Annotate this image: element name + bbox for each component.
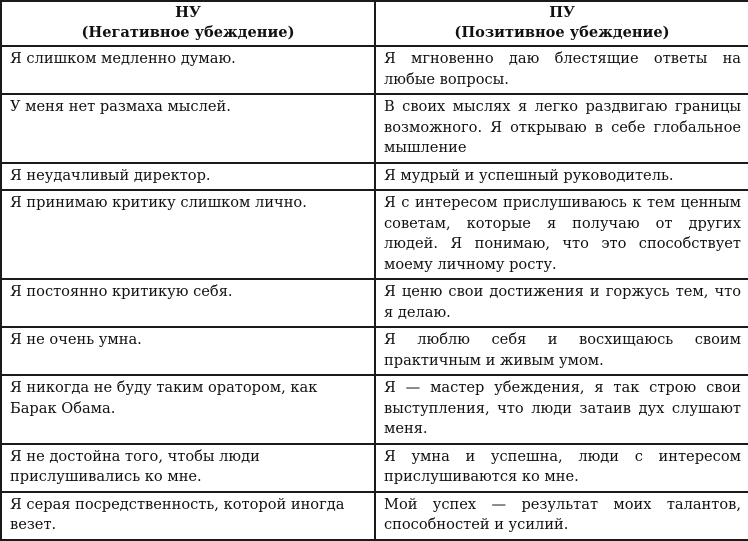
positive-belief-cell: В своих мыслях я легко раздвигаю границы возможного. Я открываю в себе глобальное мышление bbox=[375, 94, 748, 163]
table-row bbox=[1, 279, 748, 327]
negative-belief-cell: Я постоянно критикую себя. bbox=[1, 279, 375, 327]
table-row bbox=[1, 46, 748, 94]
header-negative-title: НУ bbox=[175, 4, 201, 21]
table-row bbox=[1, 327, 748, 375]
table-header-row bbox=[1, 1, 748, 46]
table-row bbox=[1, 163, 748, 191]
positive-belief-cell: Я с интересом прислушиваюсь к тем ценным советам, которые я получаю от других людей. Я понимаю, что это способствует моему личному росту. bbox=[375, 190, 748, 279]
positive-belief-cell: Я мгновенно даю блестящие ответы на любые вопросы. bbox=[375, 46, 748, 94]
table-row bbox=[1, 94, 748, 163]
positive-belief-cell: Я умна и успешна, люди с интересом прислушиваются ко мне. bbox=[375, 444, 748, 492]
positive-belief-cell: Я мудрый и успешный руководитель. bbox=[375, 163, 748, 191]
negative-belief-cell: Я серая посредственность, которой иногда везет. bbox=[1, 492, 375, 540]
negative-belief-cell: Я не достойна того, чтобы люди прислушивались ко мне. bbox=[1, 444, 375, 492]
table-row bbox=[1, 375, 748, 444]
header-positive-title: ПУ bbox=[549, 4, 575, 21]
positive-belief-cell: Я — мастер убеждения, я так строю свои выступления, что люди затаив дух слушают меня. bbox=[375, 375, 748, 444]
header-positive-subtitle: (Позитивное убеждение) bbox=[454, 24, 670, 41]
negative-belief-cell: Я никогда не буду таким оратором, как Барак Обама. bbox=[1, 375, 375, 444]
negative-belief-cell: Я неудачливый директор. bbox=[1, 163, 375, 191]
negative-belief-cell: Я не очень умна. bbox=[1, 327, 375, 375]
positive-belief-cell: Я ценю свои достижения и горжусь тем, что я делаю. bbox=[375, 279, 748, 327]
table-row bbox=[1, 444, 748, 492]
header-positive bbox=[375, 1, 748, 46]
negative-belief-cell: У меня нет размаха мыслей. bbox=[1, 94, 375, 163]
table-row bbox=[1, 492, 748, 540]
header-negative bbox=[1, 1, 375, 46]
header-negative-subtitle: (Негативное убеждение) bbox=[81, 24, 295, 41]
negative-belief-cell: Я слишком медленно думаю. bbox=[1, 46, 375, 94]
table-row bbox=[1, 190, 748, 279]
positive-belief-cell: Мой успех — результат моих талантов, способностей и усилий. bbox=[375, 492, 748, 540]
negative-belief-cell: Я принимаю критику слишком лично. bbox=[1, 190, 375, 279]
positive-belief-cell: Я люблю себя и восхищаюсь своим практичным и живым умом. bbox=[375, 327, 748, 375]
